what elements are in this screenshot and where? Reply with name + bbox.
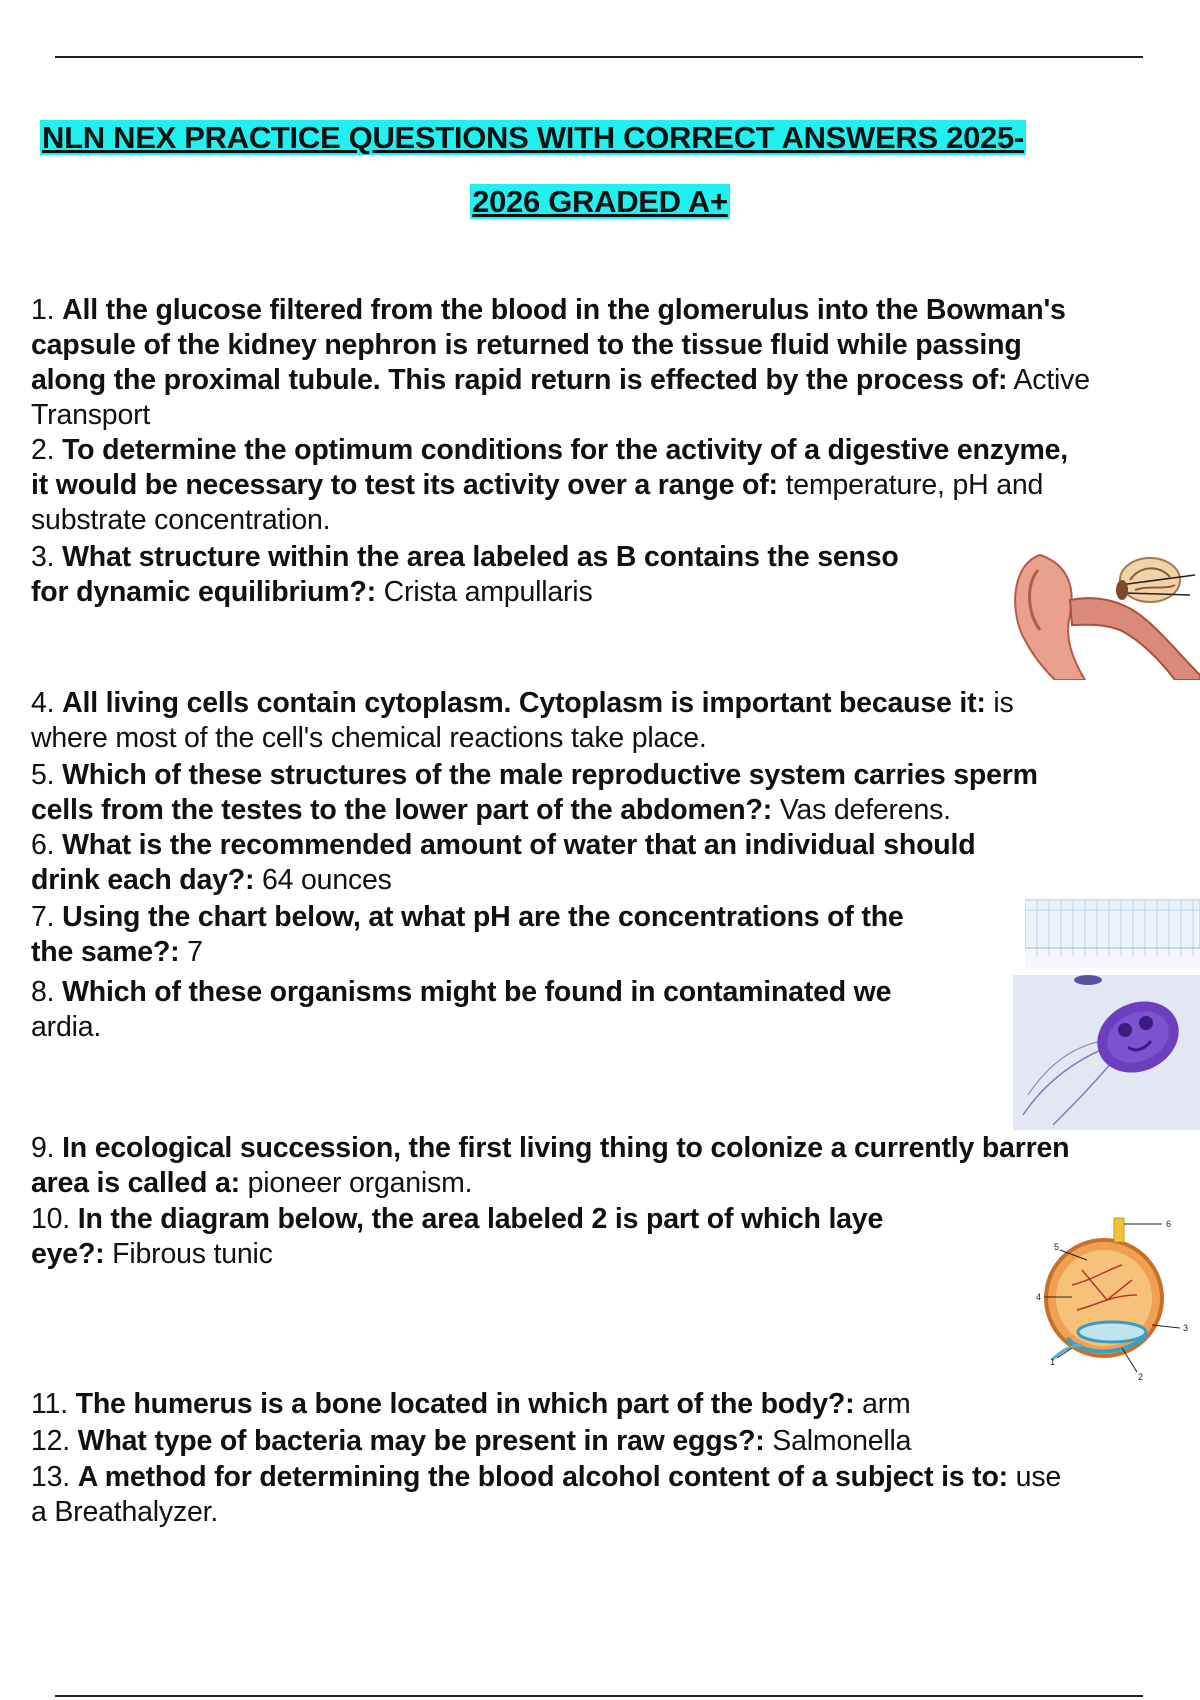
page-title-line-2 [0, 184, 1200, 220]
eye-drawing [1012, 1210, 1200, 1382]
eye-diagram-image [1012, 1210, 1200, 1382]
question-7: 7. Using the chart below, at what pH are the concentrations of the the same?: 7 [31, 901, 904, 968]
giardia-micrograph-image [1013, 975, 1200, 1130]
bottom-divider [55, 1695, 1143, 1697]
question-2: 2. To determine the optimum conditions for the activity of a digestive enzyme, it would be necessary to test its activity over a range of: temperature, pH and substrate concentration. [31, 434, 1068, 536]
ph-chart-image [1025, 898, 1200, 968]
question-10: 10. In the diagram below, the area labeled 2 is part of which laye eye?: Fibrous tunic [31, 1203, 884, 1270]
question-6: 6. What is the recommended amount of water that an individual should drink each day?: 64 ounces [31, 829, 976, 896]
eye-label-6: 6 [1166, 1219, 1172, 1229]
eye-label-4: 4 [1036, 1292, 1042, 1302]
question-11: 11. The humerus is a bone located in which part of the body?: arm [31, 1388, 911, 1420]
giardia-drawing [1013, 975, 1200, 1130]
ph-chart-drawing [1025, 898, 1200, 968]
question-12: 12. What type of bacteria may be present in raw eggs?: Salmonella [31, 1425, 912, 1457]
question-1: 1. All the glucose filtered from the blood in the glomerulus into the Bowman's capsule of the kidney nephron is returned to the tissue fluid while passing along the proximal tubule. This rapid return is effected by the process of: Active Transport [31, 294, 1090, 431]
top-divider [55, 56, 1143, 58]
question-13: 13. A method for determining the blood alcohol content of a subject is to: use a Breathalyzer. [31, 1461, 1062, 1528]
question-9: 9. In ecological succession, the first living thing to colonize a currently barren area is called a: pioneer organism. [31, 1132, 1070, 1199]
question-5: 5. Which of these structures of the male reproductive system carries sperm cells from the testes to the lower part of the abdomen?: Vas deferens. [31, 759, 1038, 826]
eye-label-5: 5 [1054, 1242, 1060, 1252]
eye-label-1: 1 [1050, 1357, 1056, 1367]
eye-label-3: 3 [1183, 1323, 1189, 1333]
question-4: 4. All living cells contain cytoplasm. Cytoplasm is important because it: is where most of the cell's chemical reactions take place. [31, 687, 1014, 754]
title-text-2: 2026 GRADED A+ [472, 184, 728, 219]
ear-anatomy-image [1010, 545, 1200, 680]
question-8: 8. Which of these organisms might be found in contaminated we ardia. [31, 976, 892, 1043]
page-title-line-1 [40, 120, 1026, 156]
ear-drawing [1010, 545, 1200, 680]
title-text-1: NLN NEX PRACTICE QUESTIONS WITH CORRECT ANSWERS 2025- [42, 120, 1024, 155]
question-3: 3. What structure within the area labeled as B contains the senso for dynamic equilibrium?: Crista ampullaris [31, 541, 899, 608]
eye-label-2: 2 [1138, 1372, 1144, 1382]
